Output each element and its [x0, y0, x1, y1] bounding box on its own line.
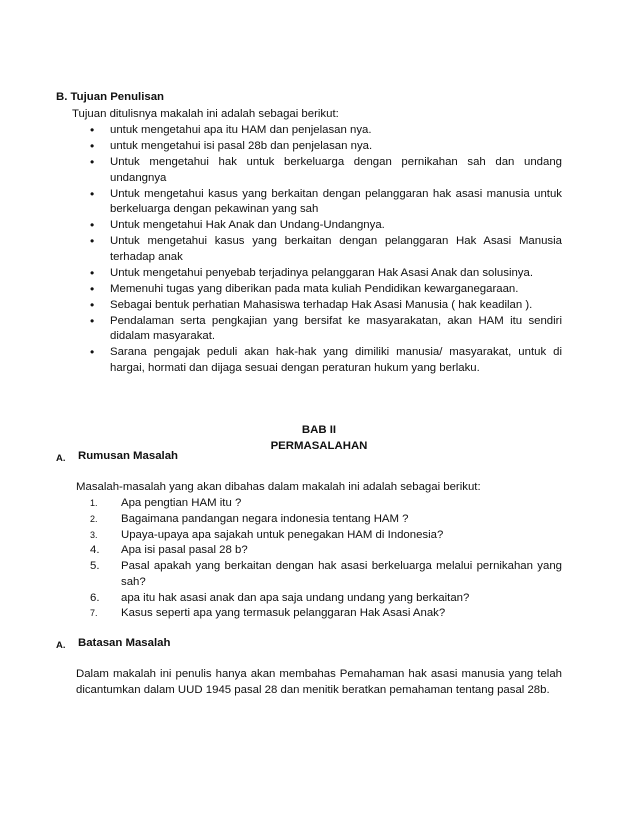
bullet-icon: • — [90, 297, 95, 312]
list-item: • Sebagai bentuk perhatian Mahasiswa terhadap Hak Asasi Manusia ( hak keadilan ). — [90, 297, 533, 312]
bullet-icon: • — [90, 313, 95, 328]
section-b-heading: B. Tujuan Penulisan — [56, 91, 165, 103]
bullet-icon: • — [90, 218, 95, 233]
item-number: 3. — [90, 529, 98, 540]
item-number: 4. — [90, 544, 100, 557]
rumusan-intro: Masalah-masalah yang akan dibahas dalam makalah ini adalah sebagai berikut: — [76, 481, 481, 493]
bullet-icon: • — [90, 123, 95, 137]
bullet-icon: • — [90, 234, 95, 249]
tujuan-bullet-list — [90, 123, 562, 377]
list-item: 6. apa itu hak asasi anak dan apa saja undang undang yang berkaitan? — [90, 591, 562, 607]
item-number: 6. — [90, 591, 100, 604]
bullet-icon: • — [90, 345, 95, 360]
list-item: • Untuk mengetahui hak untuk berkeluarga dengan pernikahan sah dan undang undangnya — [90, 154, 562, 184]
list-item: • Untuk mengetahui penyebab terjadinya pelanggaran Hak Asasi Anak dan solusinya. — [90, 265, 534, 280]
list-item: • Pendalaman serta pengkajian yang bersifat ke masyarakatan, akan HAM itu sendiri didalam masyarakat. — [90, 313, 562, 343]
list-item: 2. Bagaimana pandangan negara indonesia tentang HAM ? — [90, 512, 562, 528]
list-item: • Memenuhi tugas yang diberikan pada mata kuliah Pendidikan kewarganegaraan. — [90, 281, 519, 296]
list-item: • Untuk mengetahui kasus yang berkaitan dengan pelanggaran hak asasi manusia untuk berkeluarga dengan pekawinan yang sah — [90, 186, 562, 216]
list-item: • Sarana pengajak peduli akan hak-hak yang dimiliki manusia/ masyarakat, untuk di hargai, hormati dan dijaga sesuai dengan peraturan hukum yang berlaku. — [90, 345, 562, 374]
bullet-icon: • — [90, 186, 95, 201]
rumusan-numbered-list — [90, 496, 562, 622]
list-item: • Untuk mengetahui kasus yang berkaitan dengan pelanggaran Hak Asasi Manusia terhadap anak — [90, 234, 562, 263]
bullet-icon: • — [90, 138, 95, 153]
chapter-subtitle: PERMASALAHAN — [270, 440, 368, 452]
list-item: • untuk mengetahui isi pasal 28b dan penjelasan nya. — [90, 138, 373, 153]
bullet-icon: • — [90, 281, 95, 296]
batasan-heading: Batasan Masalah — [78, 637, 171, 649]
list-item: 4. Apa isi pasal pasal 28 b? — [90, 543, 562, 559]
section-marker: A. — [56, 453, 66, 464]
list-item: • Untuk mengetahui Hak Anak dan Undang-Undangnya. — [90, 218, 385, 233]
list-item: 7. Kasus seperti apa yang termasuk pelanggaran Hak Asasi Anak? — [90, 606, 562, 622]
item-number: 2. — [90, 513, 98, 524]
rumusan-heading: Rumusan Masalah — [78, 450, 179, 462]
section-b-intro: Tujuan ditulisnya makalah ini adalah sebagai berikut: — [72, 108, 339, 120]
bullet-icon: • — [90, 265, 95, 280]
section-marker: A. — [56, 640, 66, 651]
item-number: 1. — [90, 498, 98, 508]
item-number: 7. — [90, 608, 98, 619]
bullet-icon: • — [90, 154, 95, 169]
batasan-paragraph: Dalam makalah ini penulis hanya akan membahas Pemahaman hak asasi manusia yang telah dicantumkan dalam UUD 1945 pasal 28 dan menitik beratkan pemahaman tentang pasal 28b. — [76, 668, 562, 696]
list-item: 1. Apa pengtian HAM itu ? — [90, 496, 562, 512]
chapter-title: BAB II — [301, 424, 337, 436]
item-number: 5. — [90, 560, 100, 573]
list-item: • untuk mengetahui apa itu HAM dan penjelasan nya. — [90, 123, 372, 137]
list-item: 5. Pasal apakah yang berkaitan dengan hak asasi berkeluarga melalui pernikahan yang sah? — [90, 560, 562, 588]
list-item: 3. Upaya-upaya apa sajakah untuk penegakan HAM di Indonesia? — [90, 528, 562, 544]
